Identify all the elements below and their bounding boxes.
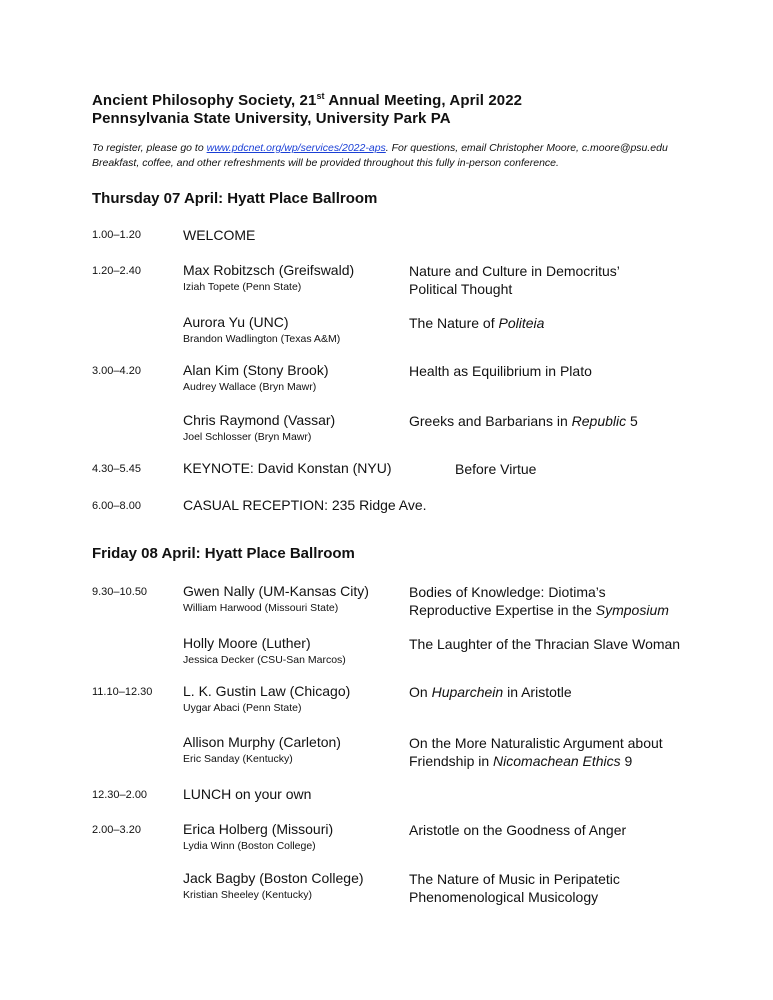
contact-text: . For questions, email Christopher Moore, c.moore@psu.edu <box>385 142 668 154</box>
speaker-name: Chris Raymond (Vassar) <box>183 412 336 428</box>
talk-title-line: Bodies of Knowledge: Diotima’s <box>409 584 606 600</box>
talk-title-line: Phenomenological Musicology <box>409 889 599 905</box>
talk-title <box>409 583 669 619</box>
keynote-label: KEYNOTE: David Konstan (NYU) <box>183 460 392 476</box>
talk-title <box>409 870 620 906</box>
respondent-name: Eric Sanday (Kentucky) <box>183 753 293 765</box>
speaker-name: L. K. Gustin Law (Chicago) <box>183 683 351 699</box>
welcome-label: WELCOME <box>183 227 256 243</box>
talk-title-italic: Republic <box>571 413 627 429</box>
speaker-name: Jack Bagby (Boston College) <box>183 870 364 886</box>
respondent-name: Audrey Wallace (Bryn Mawr) <box>183 381 317 393</box>
speaker-name: Aurora Yu (UNC) <box>183 314 289 330</box>
talk-title-text: Reproductive Expertise in the <box>409 602 596 618</box>
session-time: 1.20–2.40 <box>92 265 141 277</box>
talk-title <box>409 314 544 332</box>
respondent-name: Kristian Sheeley (Kentucky) <box>183 889 312 901</box>
session-time: 2.00–3.20 <box>92 824 141 836</box>
talk-title-italic: Huparchein <box>431 684 504 700</box>
speaker-name: Gwen Nally (UM-Kansas City) <box>183 583 369 599</box>
session-time: 3.00–4.20 <box>92 365 141 377</box>
talk-title: The Laughter of the Thracian Slave Woman <box>409 636 681 652</box>
talk-title-line: The Nature of Music in Peripatetic <box>409 871 620 887</box>
session-time: 4.30–5.45 <box>92 463 141 475</box>
respondent-name: Lydia Winn (Boston College) <box>183 840 316 852</box>
talk-title-text: Greeks and Barbarians in <box>409 413 572 429</box>
keynote-title: Before Virtue <box>455 461 537 477</box>
respondent-name: Brandon Wadlington (Texas A&M) <box>183 333 341 345</box>
talk-title-italic: Symposium <box>595 602 669 618</box>
talk-title-italic: Politeia <box>498 315 545 331</box>
session-time: 9.30–10.50 <box>92 586 148 598</box>
session-time: 1.00–1.20 <box>92 229 141 241</box>
reception-label: CASUAL RECEPTION: 235 Ridge Ave. <box>183 497 427 513</box>
title-text: Ancient Philosophy Society, 21 <box>92 92 317 109</box>
respondent-name: Jessica Decker (CSU-San Marcos) <box>183 654 346 666</box>
thursday-heading: Thursday 07 April: Hyatt Place Ballroom <box>92 190 378 207</box>
respondent-name: Iziah Topete (Penn State) <box>183 281 302 293</box>
talk-title-line: On the More Naturalistic Argument about <box>409 735 663 751</box>
talk-title-text: The Nature of <box>409 315 499 331</box>
title-superscript: st <box>316 91 325 101</box>
talk-title-text: Friendship in <box>409 753 494 769</box>
speaker-name: Allison Murphy (Carleton) <box>183 734 341 750</box>
speaker-name: Holly Moore (Luther) <box>183 635 311 651</box>
registration-link[interactable]: www.pdcnet.org/wp/services/2022-aps <box>206 142 386 154</box>
title-text-end: Annual Meeting, April 2022 <box>324 92 523 109</box>
speaker-name: Erica Holberg (Missouri) <box>183 821 334 837</box>
talk-title-text: On <box>409 684 432 700</box>
respondent-name: Uygar Abaci (Penn State) <box>183 702 302 714</box>
talk-title: Health as Equilibrium in Plato <box>409 363 592 379</box>
talk-title-line: Nature and Culture in Democritus’ <box>409 263 620 279</box>
speaker-name: Alan Kim (Stony Brook) <box>183 362 329 378</box>
talk-title <box>409 734 663 770</box>
talk-title <box>409 412 638 430</box>
talk-title-text: in Aristotle <box>503 684 572 700</box>
talk-title-text: 9 <box>620 753 633 769</box>
registration-note <box>92 142 668 154</box>
session-time: 6.00–8.00 <box>92 500 141 512</box>
conference-title <box>92 92 522 109</box>
registration-text: To register, please go to <box>92 142 207 154</box>
speaker-name: Max Robitzsch (Greifswald) <box>183 262 355 278</box>
session-time: 11.10–12.30 <box>92 686 153 698</box>
lunch-label: LUNCH on your own <box>183 786 312 802</box>
talk-title <box>409 683 572 701</box>
talk-title <box>409 262 620 298</box>
respondent-name: Joel Schlosser (Bryn Mawr) <box>183 431 312 443</box>
talk-title-text: 5 <box>626 413 638 429</box>
conference-location: Pennsylvania State University, University Park PA <box>92 110 451 127</box>
talk-title-line: Political Thought <box>409 281 513 297</box>
friday-heading: Friday 08 April: Hyatt Place Ballroom <box>92 545 355 562</box>
refreshments-note: Breakfast, coffee, and other refreshments will be provided throughout this fully in-person conference. <box>92 157 559 169</box>
respondent-name: William Harwood (Missouri State) <box>183 602 339 614</box>
talk-title-italic: Nicomachean Ethics <box>493 753 621 769</box>
talk-title: Aristotle on the Goodness of Anger <box>409 822 627 838</box>
session-time: 12.30–2.00 <box>92 789 148 801</box>
